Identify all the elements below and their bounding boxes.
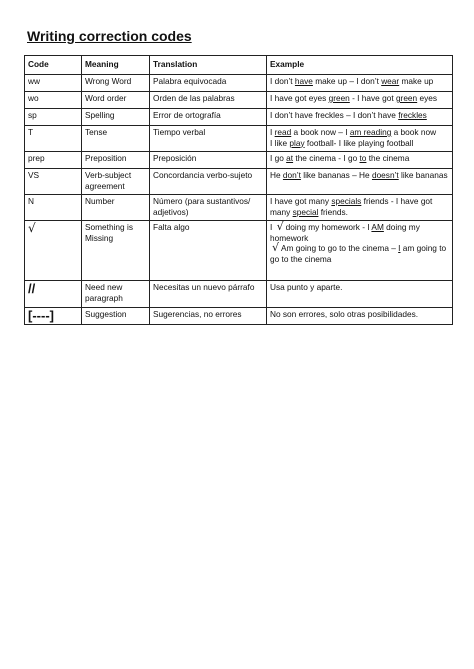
example-cell xyxy=(267,195,453,221)
example-text: I have got eyes xyxy=(270,93,329,103)
underlined-error-text: have xyxy=(294,76,313,86)
example-text: friends - I have got many xyxy=(270,196,433,217)
underlined-error-text: doesn’t xyxy=(371,170,399,180)
code-cell: √ xyxy=(25,221,82,281)
code-cell: N xyxy=(25,195,82,221)
table-row xyxy=(25,109,453,126)
example-text: I like xyxy=(270,137,290,148)
example-cell xyxy=(267,308,453,325)
example-cell xyxy=(267,221,453,281)
code-cell: // xyxy=(25,281,82,308)
underlined-error-text: don’t xyxy=(282,170,301,180)
code-cell: wo xyxy=(25,92,82,109)
code-cell: sp xyxy=(25,109,82,126)
translation-cell: Necesitas un nuevo párrafo xyxy=(150,281,267,308)
meaning-cell: Verb-subject agreement xyxy=(82,169,150,195)
example-text: friends. xyxy=(318,206,348,217)
translation-cell: Preposición xyxy=(150,152,267,169)
code-cell: VS xyxy=(25,169,82,195)
code-cell: ww xyxy=(25,75,82,92)
example-text: I xyxy=(270,127,275,137)
table-body xyxy=(25,75,453,325)
example-text: I don’t have freckles – I don’t have xyxy=(270,110,399,120)
code-cell: T xyxy=(25,126,82,152)
translation-cell: Error de ortografía xyxy=(150,109,267,126)
correction-codes-table xyxy=(24,55,453,325)
table-row xyxy=(25,169,453,195)
underlined-error-text: at xyxy=(286,153,294,163)
example-text: the cinema xyxy=(366,153,410,163)
underlined-error-text: am reading xyxy=(349,127,392,137)
example-text: I don’t xyxy=(270,76,295,86)
example-text: I have got many xyxy=(270,196,332,206)
table-row xyxy=(25,308,453,325)
example-text: make up – I don’t xyxy=(312,76,382,86)
underlined-error-text: green xyxy=(328,93,350,103)
example-cell xyxy=(267,126,453,152)
underlined-error-text: freckles xyxy=(398,110,427,120)
example-text: I xyxy=(270,222,275,232)
header-example: Example xyxy=(267,56,453,75)
example-cell xyxy=(267,152,453,169)
example-text: eyes xyxy=(417,93,438,103)
example-text: I go xyxy=(270,153,287,163)
table-row xyxy=(25,92,453,109)
translation-cell: Palabra equivocada xyxy=(150,75,267,92)
code-cell: [----] xyxy=(25,308,82,325)
meaning-cell: Need new paragraph xyxy=(82,281,150,308)
code-cell: prep xyxy=(25,152,82,169)
missing-mark-icon: √ xyxy=(276,220,284,233)
example-cell xyxy=(267,92,453,109)
meaning-cell: Wrong Word xyxy=(82,75,150,92)
meaning-cell: Suggestion xyxy=(82,308,150,325)
missing-mark-icon: √ xyxy=(272,241,280,254)
example-text: like bananas xyxy=(398,170,448,180)
translation-cell: Tiempo verbal xyxy=(150,126,267,152)
table-header-row xyxy=(25,56,453,75)
translation-cell: Falta algo xyxy=(150,221,267,281)
example-text: doing my homework xyxy=(270,222,420,243)
meaning-cell: Something is Missing xyxy=(82,221,150,281)
table-row xyxy=(25,221,453,281)
underlined-error-text: play xyxy=(289,137,305,148)
meaning-cell: Number xyxy=(82,195,150,221)
table-row xyxy=(25,281,453,308)
example-text: Am going to go to the cinema – xyxy=(281,243,399,253)
header-translation: Translation xyxy=(150,56,267,75)
header-code: Code xyxy=(25,56,82,75)
example-text: He xyxy=(270,170,283,180)
underlined-error-text: green xyxy=(395,93,418,103)
example-text: football- I like playing football xyxy=(304,137,414,148)
example-text: Usa punto y aparte. xyxy=(270,282,343,292)
example-text: - I have got xyxy=(349,93,396,103)
meaning-cell: Preposition xyxy=(82,152,150,169)
meaning-cell: Spelling xyxy=(82,109,150,126)
underlined-error-text: special xyxy=(292,206,319,217)
document-title: Writing correction codes xyxy=(27,28,192,44)
example-cell xyxy=(267,281,453,308)
underlined-error-text: AM xyxy=(371,222,384,232)
underlined-error-text: wear xyxy=(381,76,400,86)
meaning-cell: Tense xyxy=(82,126,150,152)
meaning-cell: Word order xyxy=(82,92,150,109)
example-cell xyxy=(267,169,453,195)
example-text: a book now – I xyxy=(291,127,350,137)
underlined-error-text: I xyxy=(398,243,401,253)
translation-cell: Sugerencias, no errores xyxy=(150,308,267,325)
example-cell xyxy=(267,109,453,126)
table-row xyxy=(25,126,453,152)
table-row xyxy=(25,75,453,92)
translation-cell: Número (para sustantivos/ adjetivos) xyxy=(150,195,267,221)
translation-cell: Orden de las palabras xyxy=(150,92,267,109)
underlined-error-text: to xyxy=(359,153,367,163)
example-text: like bananas – He xyxy=(300,170,372,180)
example-text: a book now xyxy=(391,127,437,137)
example-text: No son errores, solo otras posibilidades. xyxy=(270,309,419,319)
header-meaning: Meaning xyxy=(82,56,150,75)
example-text: doing my homework - I xyxy=(285,222,372,232)
example-text: make up xyxy=(399,76,434,86)
underlined-error-text: specials xyxy=(331,196,362,206)
table-row xyxy=(25,152,453,169)
example-cell xyxy=(267,75,453,92)
underlined-error-text: read xyxy=(274,127,292,137)
example-text: am going to go to the cinema xyxy=(270,243,447,264)
table-row xyxy=(25,195,453,221)
example-text: the cinema - I go xyxy=(293,153,360,163)
translation-cell: Concordancia verbo-sujeto xyxy=(150,169,267,195)
